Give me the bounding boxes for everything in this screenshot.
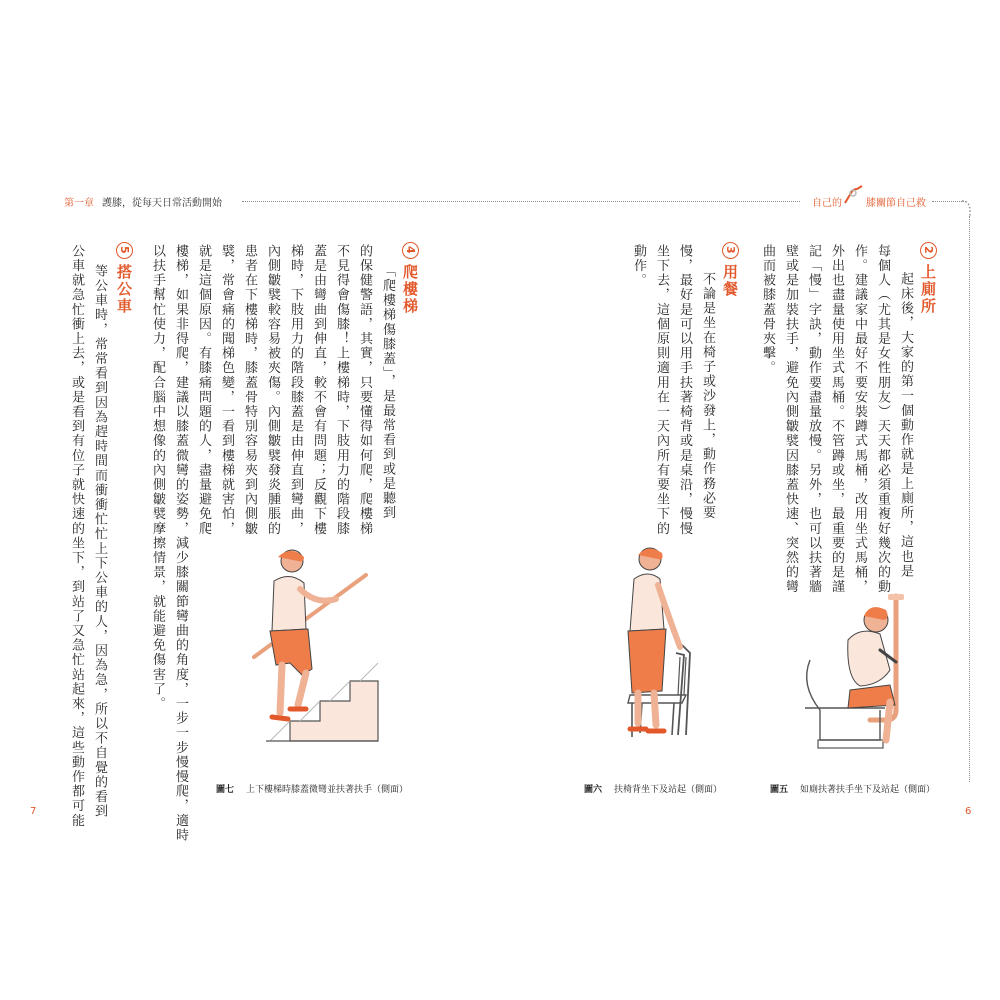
figure-text-fig6: 扶椅背坐下及站起（側面） — [614, 785, 723, 795]
paragraph-line: 慢，最好是可以用手扶著椅背或是桌沿，慢慢 — [677, 244, 692, 536]
figure-label-fig7: 圖七 — [216, 785, 235, 795]
figure-label-fig6: 圖六 — [584, 785, 603, 795]
chapter-label: 第一章 — [64, 198, 94, 209]
paragraph-line: 不見得會傷膝！上樓梯時，下肢用力的階段膝 — [334, 244, 349, 536]
paragraph-line: 「爬樓梯傷膝蓋」，是最常看到或是聽到 — [380, 264, 395, 521]
paragraph-line: 的保健警語，其實，只要懂得如何爬，爬樓梯 — [357, 244, 372, 536]
figure-caption-fig6 — [584, 782, 722, 795]
page-number-left: 7 — [30, 806, 37, 817]
section-number-toilet: 2 — [920, 242, 937, 259]
paragraph-line: 動作。 — [631, 244, 646, 288]
paragraph-line: 壁或是加裝扶手，避免內側皺襞因膝蓋快速、突然的彎 — [783, 244, 798, 595]
paragraph-line: 樓梯，如果非得爬，建議以膝蓋微彎的姿勢，減少膝關節彎曲的角度，一步一步慢慢爬，適時 — [173, 244, 188, 843]
paragraph-line: 作。建議家中最好不要安裝蹲式馬桶，改用坐式馬桶， — [852, 244, 867, 595]
paragraph-line: 等公車時，常常看到因為趕時間而衝衝忙忙上下公車的人，因為急，所以不自覺的看到 — [92, 264, 107, 819]
section-number-meal: 3 — [722, 242, 739, 259]
section-heading-stairs — [400, 242, 421, 315]
paragraph-line: 以扶手幫忙使力，配合腦中想像的內側皺襞摩擦情景，就能避免傷害了。 — [150, 244, 165, 712]
section-heading-meal — [720, 242, 741, 298]
book-title-suffix: 膝關節自己救 — [866, 198, 926, 209]
section-heading-bus — [114, 242, 135, 315]
paragraph-line: 公車就急忙衝上去，或是看到有位子就快速的坐下，到站了又急忙站起來，這些動作都可能 — [69, 244, 84, 828]
header-divider-right — [932, 201, 966, 202]
page-corner-curve — [962, 201, 972, 217]
book-title-prefix: 自己的 — [812, 198, 842, 209]
paragraph-line: 患者在下樓梯時，膝蓋骨特別容易夾到內側皺 — [242, 244, 257, 536]
paragraph-line: 就是這個原因。有膝痛問題的人，盡量避免爬 — [196, 244, 211, 536]
figure-text-fig7: 上下樓梯時膝蓋微彎並扶著扶手（側面） — [246, 785, 409, 795]
paragraph-line: 外出也盡量使用坐式馬桶。不管蹲或坐，最重要的是謹 — [829, 244, 844, 595]
paragraph-line: 蓋是由彎曲到伸直，較不會有問題；反觀下樓 — [311, 244, 326, 536]
section-title-meal: 用餐 — [721, 264, 739, 298]
right-margin-line — [969, 216, 970, 782]
section-title-stairs: 爬樓梯 — [401, 264, 419, 315]
paragraph-line: 坐下去，這個原則適用在一天內所有要坐下的 — [654, 244, 669, 536]
page-number-right: 6 — [965, 806, 972, 817]
paragraph-line: 梯時，下肢用力的階段膝蓋是由伸直到彎曲， — [288, 244, 303, 536]
knee-joint-icon — [842, 183, 864, 205]
figure-label-fig5: 圖五 — [770, 785, 789, 795]
paragraph-line: 每個人（尤其是女性朋友）天天都必須重複好幾次的動 — [875, 244, 890, 595]
paragraph-line: 起床後，大家的第一個動作就是上廁所，這也是 — [898, 272, 913, 579]
section-title-toilet: 上廁所 — [919, 264, 937, 315]
figure-text-fig5: 如廁扶著扶手坐下及站起（側面） — [800, 785, 936, 795]
book-title-header-rest — [866, 194, 926, 209]
paragraph-line: 襞，常會痛的聞梯色變，一看到樓梯就害怕， — [219, 244, 234, 536]
section-number-bus: 5 — [116, 242, 133, 259]
chapter-header — [64, 194, 222, 209]
paragraph-line: 內側皺襞較容易被夾傷。內側皺襞發炎腫脹的 — [265, 244, 280, 536]
figure-toilet-handrail — [800, 590, 920, 760]
book-title-header — [812, 194, 842, 209]
figure-caption-fig5 — [770, 782, 935, 795]
chapter-title: 護膝，從每天日常活動開始 — [102, 198, 222, 209]
figure-caption-fig7 — [216, 782, 408, 795]
paragraph-line: 記「慢」字訣，動作要盡量放慢。另外，也可以扶著牆 — [806, 244, 821, 595]
figure-stairs-handrail — [250, 545, 390, 750]
section-title-bus: 搭公車 — [115, 264, 133, 315]
paragraph-line: 不論是坐在椅子或沙發上，動作務必要 — [700, 272, 715, 521]
header-divider-left — [242, 201, 800, 202]
figure-chair-support — [612, 545, 712, 745]
section-number-stairs: 4 — [402, 242, 419, 259]
section-heading-toilet — [918, 242, 939, 315]
paragraph-line: 曲而被膝蓋骨夾擊。 — [760, 244, 775, 376]
